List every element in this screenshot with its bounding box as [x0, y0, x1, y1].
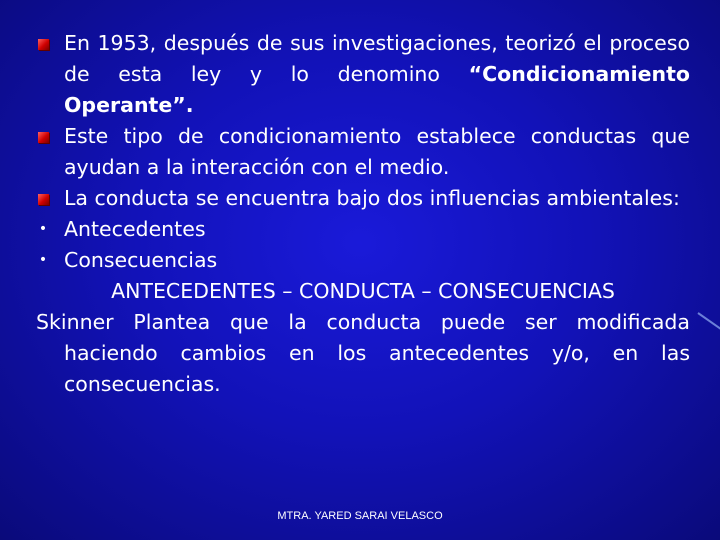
bullet-item-consecuencias — [36, 245, 690, 276]
paragraph-1 — [36, 28, 690, 121]
bullet-item-antecedentes — [36, 214, 690, 245]
red-square-bullet-icon — [38, 39, 49, 50]
paragraph-3-text: La conducta se encuentra bajo dos influencias ambientales: — [64, 186, 680, 210]
paragraph-3 — [36, 183, 690, 214]
paragraph-1-text: En 1953, después de sus investigaciones, teorizó el proceso de esta ley y lo denomino — [64, 31, 690, 86]
bullet-item-text: Antecedentes — [64, 217, 206, 241]
footer-author: MTRA. YARED SARAI VELASCO — [277, 510, 443, 522]
closing-paragraph: Skinner Plantea que la conducta puede ser modificada haciendo cambios en los antecedentes y/o, en las consecuencias. — [36, 310, 690, 396]
slide-content — [36, 28, 690, 400]
dot-bullet-icon: • — [38, 221, 48, 237]
paragraph-1-bold-term: “Condicionamiento Operante”. — [64, 62, 690, 117]
red-square-bullet-icon — [38, 132, 49, 143]
decorative-line — [697, 312, 720, 331]
paragraph-2-text: Este tipo de condicionamiento establece conductas que ayudan a la interacción con el medio. — [64, 124, 690, 179]
red-square-bullet-icon — [38, 194, 49, 205]
paragraph-2 — [36, 121, 690, 183]
centered-sequence-line: ANTECEDENTES – CONDUCTA – CONSECUENCIAS — [111, 279, 615, 303]
bullet-item-text: Consecuencias — [64, 248, 218, 272]
dot-bullet-icon: • — [38, 252, 48, 268]
